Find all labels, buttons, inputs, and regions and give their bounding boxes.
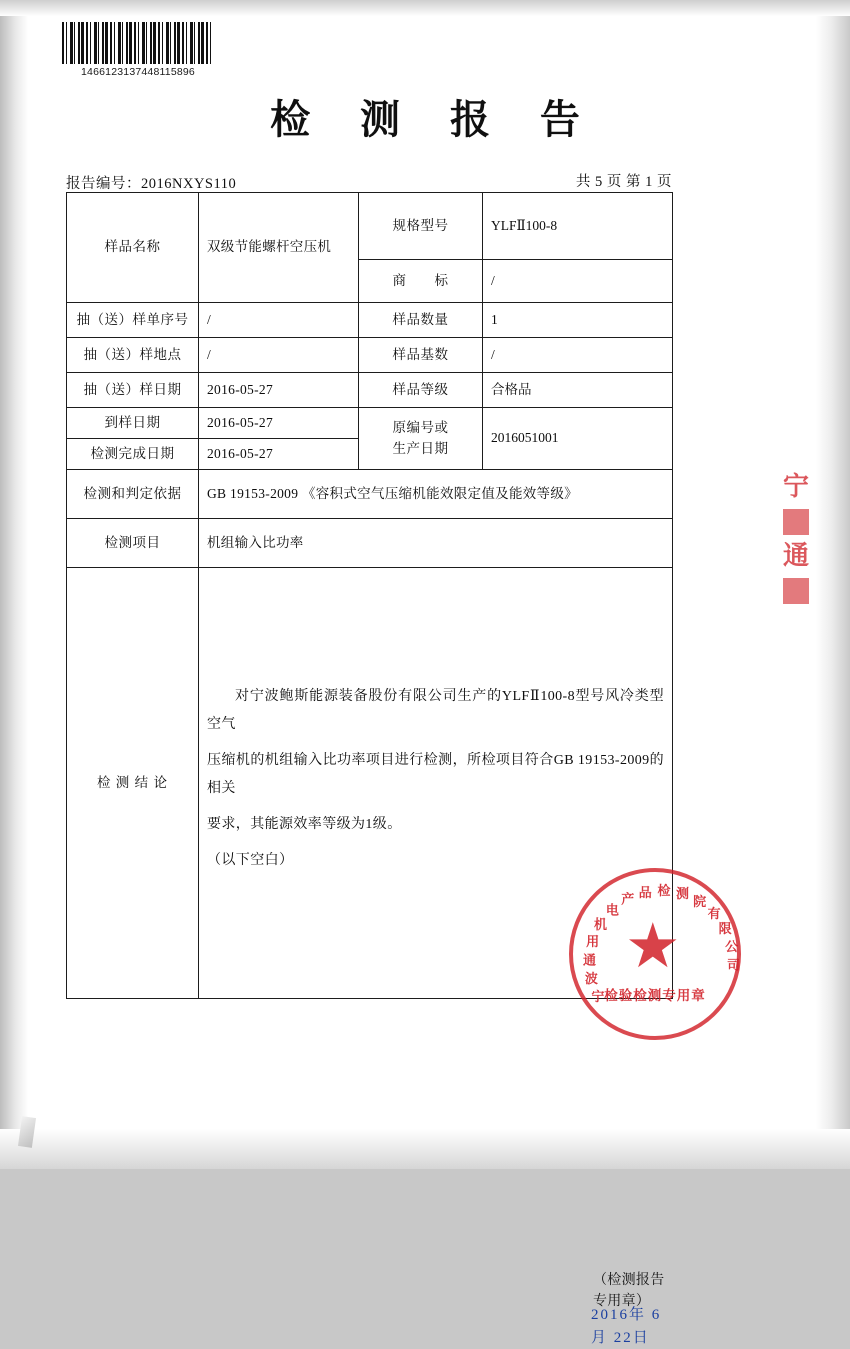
- report-number: [66, 172, 236, 193]
- sample-grade-label: 样品等级: [359, 373, 483, 408]
- item-label: 检测项目: [67, 519, 199, 568]
- model-value: YLFⅡ100-8: [483, 193, 673, 260]
- sample-qty-label: 样品数量: [359, 303, 483, 338]
- scan-shadow-right: [816, 0, 850, 1169]
- conclusion-body: [199, 568, 740, 1346]
- sample-name-value: 双级节能螺杆空压机: [199, 193, 359, 303]
- sample-qty-value: 1: [483, 303, 673, 338]
- seal-ring: [569, 868, 741, 1040]
- report-info-table: [66, 192, 740, 1346]
- page-title: 检 测 报 告: [270, 96, 598, 143]
- scan-shadow-bottom: [0, 1129, 850, 1169]
- side-mark-line-3: 通: [782, 541, 809, 572]
- sample-place-label: 抽（送）样地点: [67, 338, 199, 373]
- side-mark-block: [783, 509, 809, 535]
- sample-date-label: 抽（送）样日期: [67, 373, 199, 408]
- seal-bottom-text: 检验检测专用章: [604, 988, 706, 1003]
- conclusion-paragraph-3: 要求，其能源效率等级为1级。: [207, 817, 402, 832]
- origin-no-label-line2: 生产日期: [392, 440, 449, 456]
- sample-order-label: 抽（送）样单序号: [67, 303, 199, 338]
- table-row: [67, 338, 673, 373]
- side-red-marks: [778, 470, 814, 608]
- seal-note: （检测报告专用章）: [593, 1273, 665, 1309]
- item-value: 机组输入比功率: [199, 519, 673, 568]
- sample-grade-value: 合格品: [483, 373, 673, 408]
- arrival-date-value: 2016-05-27: [199, 408, 359, 439]
- conclusion-paragraph-1: 对宁波鲍斯能源装备股份有限公司生产的YLFⅡ100-8型号风冷类型空气: [207, 689, 664, 732]
- scan-shadow-top: [0, 0, 850, 16]
- basis-value: GB 19153-2009 《容积式空气压缩机能效限定值及能效等级》: [199, 470, 673, 519]
- barcode-number: 1466123137448115896: [81, 66, 195, 78]
- model-label: 规格型号: [359, 193, 483, 260]
- table-row: [67, 373, 673, 408]
- report-number-value: 2016NXYS110: [141, 176, 237, 192]
- finish-date-value: 2016-05-27: [199, 439, 359, 470]
- report-number-label: 报告编号：: [66, 176, 141, 192]
- seal-date: 2016年 6 月 22日: [591, 1307, 662, 1346]
- side-mark-block-2: [783, 578, 809, 604]
- origin-no-label: [359, 408, 483, 470]
- barcode: [62, 22, 214, 78]
- seal-ring-text: 宁 波 通 用 机 电 产 品 检 测 院 有 限 公 司: [583, 884, 740, 1005]
- sample-name-label: 样品名称: [67, 193, 199, 303]
- conclusion-row: [67, 568, 673, 999]
- sample-order-value: /: [199, 303, 359, 338]
- table-row: [67, 303, 673, 338]
- brand-value: /: [483, 260, 673, 303]
- side-mark-line-1: 宁: [782, 472, 809, 502]
- finish-date-label: 检测完成日期: [67, 439, 199, 470]
- sample-place-value: /: [199, 338, 359, 373]
- scan-shadow-left: [0, 0, 28, 1169]
- conclusion-paragraph-4: （以下空白）: [207, 853, 294, 868]
- barcode-icon: [62, 22, 214, 64]
- sample-base-value: /: [483, 338, 673, 373]
- arrival-date-label: 到样日期: [67, 408, 199, 439]
- conclusion-paragraph-2: 压缩机的机组输入比功率项目进行检测，所检项目符合GB 19153-2009的相关: [207, 753, 664, 796]
- page-corner-fold: [18, 1116, 36, 1148]
- table-row: [67, 470, 673, 519]
- origin-no-value: 2016051001: [483, 408, 673, 470]
- origin-no-label-line1: 原编号或: [392, 420, 449, 436]
- table-row: [67, 519, 673, 568]
- red-seal-icon: [569, 868, 749, 1048]
- brand-label: 商 标: [359, 260, 483, 303]
- conclusion-label: 检 测 结 论: [67, 568, 199, 999]
- page-count: 共 5 页 第 1 页: [575, 174, 672, 190]
- table-row: [67, 193, 673, 260]
- seal-star-icon: ★: [625, 913, 681, 981]
- table-row: [67, 408, 673, 439]
- basis-label: 检测和判定依据: [67, 470, 199, 519]
- sample-base-label: 样品基数: [359, 338, 483, 373]
- sample-date-value: 2016-05-27: [199, 373, 359, 408]
